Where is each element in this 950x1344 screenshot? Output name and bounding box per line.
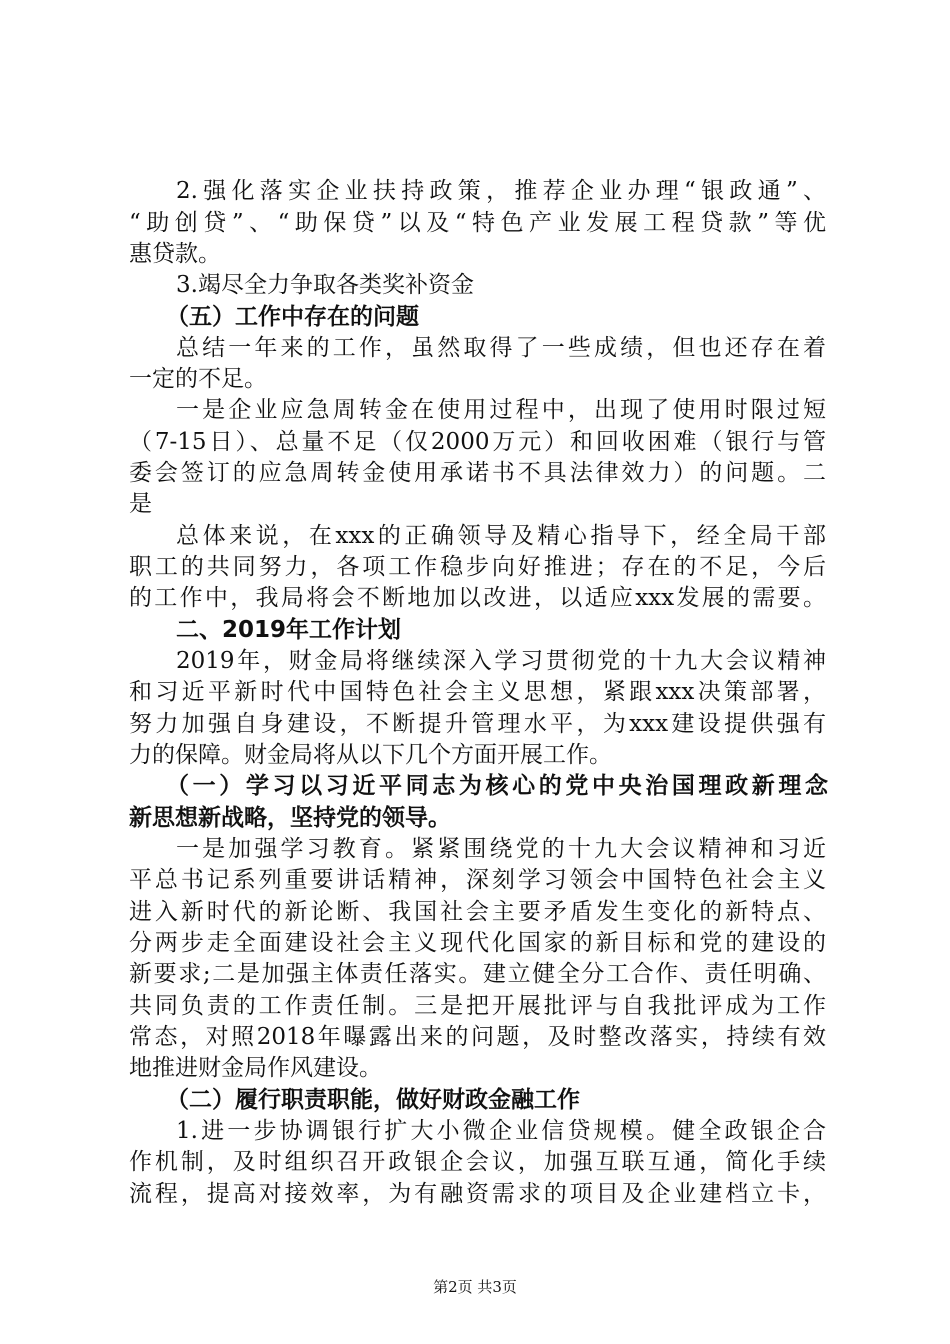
text-line: 的工作中，我局将会不断地加以改进，以适应xxx发展的需要。 — [129, 585, 826, 611]
text-line: 2019年，财金局将继续深入学习贯彻党的十九大会议精神 — [176, 648, 826, 674]
section-heading: （二）履行职责职能，做好财政金融工作 — [166, 1087, 580, 1113]
section-heading: （五）工作中存在的问题 — [166, 304, 419, 330]
page-footer: 第2页 共3页 — [433, 1278, 517, 1296]
text-line: 新要求;二是加强主体责任落实。建立健全分工合作、责任明确、 — [129, 961, 826, 987]
text-line: 一定的不足。 — [129, 366, 267, 392]
text-line: 分两步走全面建设社会主义现代化国家的新目标和党的建设的 — [129, 930, 826, 956]
text-line: 和习近平新时代中国特色社会主义思想，紧跟xxx决策部署， — [129, 679, 826, 705]
text-line: 职工的共同努力，各项工作稳步向好推进；存在的不足，今后 — [129, 554, 826, 580]
text-line: 常态，对照2018年曝露出来的问题，及时整改落实，持续有效 — [129, 1024, 826, 1050]
text-line: 1.进一步协调银行扩大小微企业信贷规模。健全政银企合 — [176, 1118, 826, 1144]
text-line: “助创贷”、“助保贷”以及“特色产业发展工程贷款”等优 — [129, 210, 826, 236]
text-line: 2.强化落实企业扶持政策，推荐企业办理“银政通”、 — [176, 178, 826, 204]
text-line: （7-15日）、总量不足（仅2000万元）和回收困难（银行与管 — [129, 429, 826, 455]
text-line: 共同负责的工作责任制。三是把开展批评与自我批评成为工作 — [129, 993, 826, 1019]
text-line: 总结一年来的工作，虽然取得了一些成绩，但也还存在着 — [176, 335, 826, 361]
text-line: 流程，提高对接效率，为有融资需求的项目及企业建档立卡， — [129, 1181, 826, 1207]
text-line: 努力加强自身建设，不断提升管理水平，为xxx建设提供强有 — [129, 711, 826, 737]
text-line: 是 — [129, 491, 152, 517]
section-heading: 二、2019年工作计划 — [176, 617, 402, 643]
text-line: 一是加强学习教育。紧紧围绕党的十九大会议精神和习近 — [176, 836, 826, 862]
text-line: 力的保障。财金局将从以下几个方面开展工作。 — [129, 742, 612, 768]
text-line: 委会签订的应急周转金使用承诺书不具法律效力）的问题。二 — [129, 460, 826, 486]
text-line: 地推进财金局作风建设。 — [129, 1055, 382, 1081]
section-heading: （一）学习以习近平同志为核心的党中央治国理政新理念 — [166, 773, 828, 799]
text-line: 进入新时代的新论断、我国社会主要矛盾发生变化的新特点、 — [129, 899, 826, 925]
text-line: 总体来说，在xxx的正确领导及精心指导下，经全局干部 — [176, 523, 826, 549]
text-line: 作机制，及时组织召开政银企会议，加强互联互通，简化手续 — [129, 1149, 826, 1175]
text-line: 平总书记系列重要讲话精神，深刻学习领会中国特色社会主义 — [129, 867, 826, 893]
text-line: 一是企业应急周转金在使用过程中，出现了使用时限过短 — [176, 397, 826, 423]
section-heading: 新思想新战略，坚持党的领导。 — [129, 805, 451, 831]
text-line: 3.竭尽全力争取各类奖补资金 — [176, 272, 474, 298]
text-line: 惠贷款。 — [129, 241, 221, 267]
